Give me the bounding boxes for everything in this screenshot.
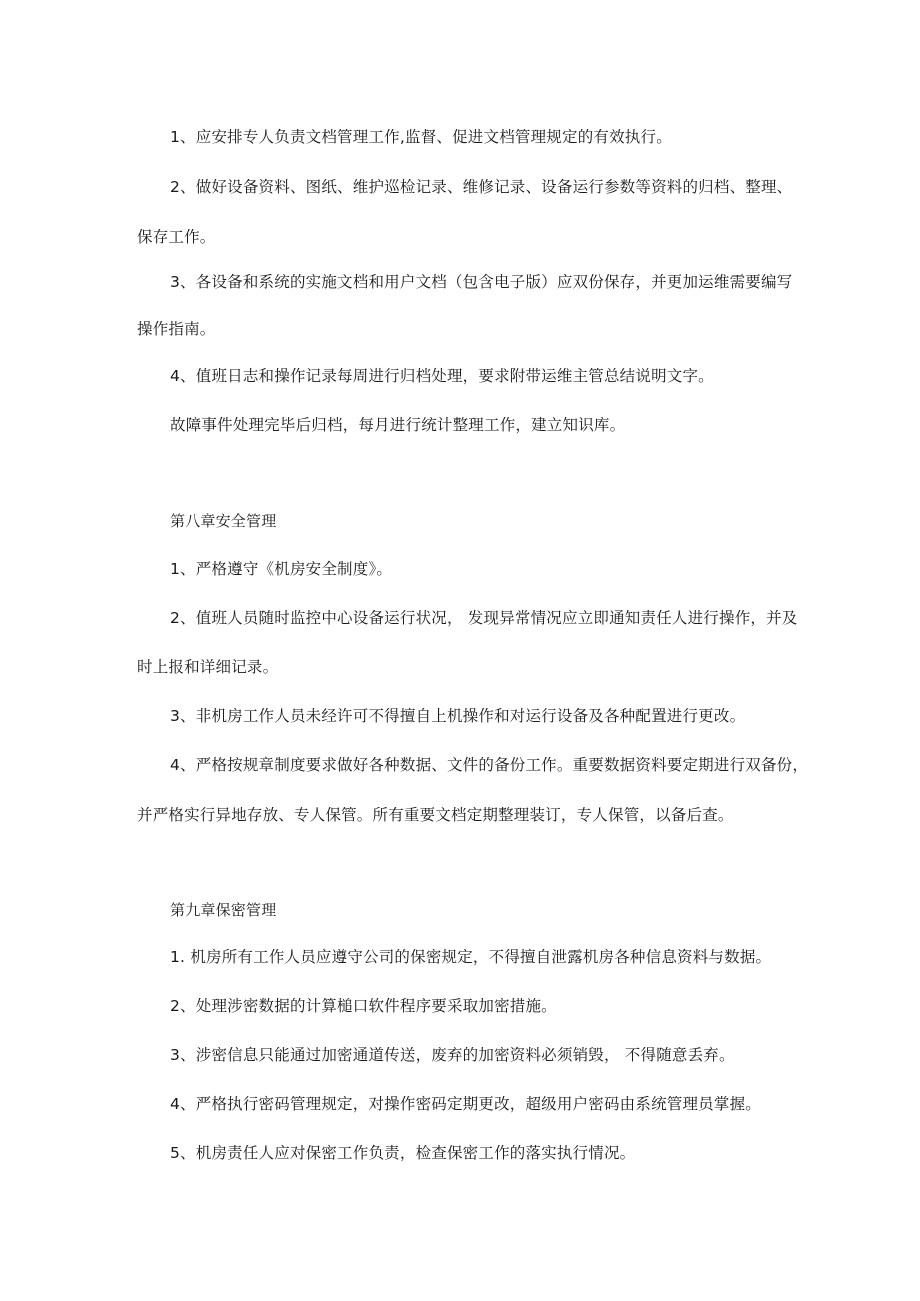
chapter8-item-4-line-1: 4、严格按规章制度要求做好各种数据、文件的备份工作。重要数据资料要定期进行双备份，: [170, 756, 809, 774]
chapter8-item-3: 3、非机房工作人员未经许可不得擅自上机操作和对运行设备及各种配置进行更改。: [170, 707, 746, 725]
chapter8-item-4-line-2: 并严格实行异地存放、专人保管。所有重要文档定期整理装订，专人保管，以备后查。: [137, 806, 734, 824]
chapter7-item-3-line-1: 3、各设备和系统的实施文档和用户文档（包含电子版）应双份保存，并更加运维需要编写: [170, 273, 793, 291]
chapter7-item-1: 1、应安排专人负责文档管理工作,监督、促进文档管理规定的有效执行。: [170, 128, 672, 146]
chapter7-item-2-line-2: 保存工作。: [137, 228, 216, 246]
chapter8-heading: 第八章安全管理: [170, 512, 277, 530]
chapter7-item-4: 4、值班日志和操作记录每周进行归档处理，要求附带运维主管总结说明文字。: [170, 367, 714, 385]
chapter7-item-3-line-2: 操作指南。: [137, 320, 216, 338]
chapter9-item-3: 3、涉密信息只能通过加密通道传送，废弃的加密资料必须销毁， 不得随意丢弃。: [170, 1046, 735, 1064]
chapter7-item-2-line-1: 2、做好设备资料、图纸、维护巡检记录、维修记录、设备运行参数等资料的归档、整理、: [170, 178, 793, 196]
chapter9-item-2: 2、处理涉密数据的计算槌口软件程序要采取加密措施。: [170, 997, 557, 1015]
chapter9-item-5: 5、机房责任人应对保密工作负责，检查保密工作的落实执行情况。: [170, 1144, 636, 1162]
chapter7-item-5: 故障事件处理完毕后归档，每月进行统计整理工作，建立知识库。: [170, 416, 626, 434]
chapter9-item-1: 1. 机房所有工作人员应遵守公司的保密规定，不得擅自泄露机房各种信息资料与数据。: [170, 948, 772, 966]
chapter8-item-1: 1、严格遵守《机房安全制度》。: [170, 560, 393, 578]
chapter9-heading: 第九章保密管理: [170, 901, 277, 919]
chapter8-item-2-line-2: 时上报和详细记录。: [137, 658, 279, 676]
chapter9-item-4: 4、严格执行密码管理规定，对操作密码定期更改，超级用户密码由系统管理员掌握。: [170, 1095, 761, 1113]
chapter8-item-2-line-1: 2、值班人员随时监控中心设备运行状况， 发现异常情况应立即通知责任人进行操作，并及: [170, 609, 798, 627]
